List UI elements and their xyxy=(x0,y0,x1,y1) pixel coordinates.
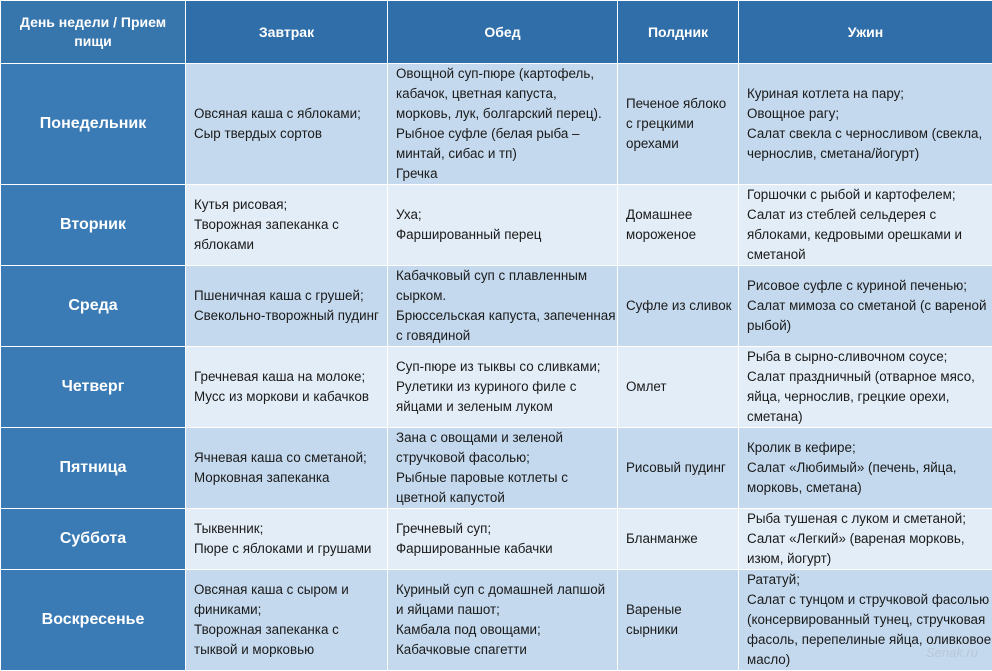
day-cell: Воскресенье xyxy=(1,570,186,671)
breakfast-line: Овсяная каша с яблоками; xyxy=(194,104,381,124)
snack-line: Омлет xyxy=(626,377,732,397)
dinner-line: Горшочки с рыбой и картофелем; xyxy=(747,185,986,205)
header-snack: Полдник xyxy=(618,1,739,64)
snack-line: Печеное яблоко xyxy=(626,94,732,114)
dinner-cell xyxy=(739,428,992,509)
lunch-line: минтай, сибас и тп) xyxy=(396,144,611,164)
breakfast-cell xyxy=(186,64,388,185)
lunch-line: Куриный суп с домашней лапшой xyxy=(396,580,611,600)
lunch-cell xyxy=(388,266,618,347)
breakfast-line: Пюре с яблоками и грушами xyxy=(194,539,381,559)
snack-line: Рисовый пудинг xyxy=(626,458,732,478)
dinner-line: Салат праздничный (отварное мясо, xyxy=(747,367,986,387)
lunch-line: яйцами и зеленым луком xyxy=(396,397,611,417)
lunch-line: Рулетики из куриного филе с xyxy=(396,377,611,397)
dinner-line: Салат из стеблей сельдерея с xyxy=(747,205,986,225)
table-row xyxy=(1,347,992,428)
dinner-line: сметана) xyxy=(747,407,986,427)
dinner-line: чернослив, сметана/йогурт) xyxy=(747,144,986,164)
table-row xyxy=(1,509,992,570)
dinner-line: Салат «Любимый» (печень, яйца, xyxy=(747,458,986,478)
dinner-line: морковь, сметана) xyxy=(747,478,986,498)
dinner-line: Салат с тунцом и стручковой фасолью xyxy=(747,590,986,610)
breakfast-line: тыквой и морковью xyxy=(194,640,381,660)
header-lunch: Обед xyxy=(388,1,618,64)
dinner-line: Кролик в кефире; xyxy=(747,438,986,458)
lunch-line: Рыбные паровые котлеты с xyxy=(396,468,611,488)
day-cell: Суббота xyxy=(1,509,186,570)
dinner-cell xyxy=(739,185,992,266)
dinner-line: Рыба тушеная с луком и сметаной; xyxy=(747,509,986,529)
breakfast-cell xyxy=(186,570,388,671)
dinner-line: масло) xyxy=(747,650,986,670)
dinner-line: (консервированный тунец, стручковая xyxy=(747,610,986,630)
breakfast-line: Свекольно-творожный пудинг xyxy=(194,306,381,326)
dinner-line: яйца, чернослив, грецкие орехи, xyxy=(747,387,986,407)
lunch-cell xyxy=(388,428,618,509)
day-cell: Среда xyxy=(1,266,186,347)
dinner-line: Рисовое суфле с куриной печенью; xyxy=(747,276,986,296)
snack-cell xyxy=(618,509,739,570)
lunch-line: Брюссельская капуста, запеченная xyxy=(396,306,611,326)
lunch-line: и яйцами пашот; xyxy=(396,600,611,620)
snack-line: Домашнее xyxy=(626,205,732,225)
header-row xyxy=(1,1,992,64)
lunch-line: Кабачковый суп с плавленным xyxy=(396,266,611,286)
header-dinner: Ужин xyxy=(739,1,992,64)
breakfast-line: Кутья рисовая; xyxy=(194,195,381,215)
dinner-cell xyxy=(739,266,992,347)
snack-cell xyxy=(618,185,739,266)
table-body xyxy=(1,64,992,671)
table-row xyxy=(1,428,992,509)
snack-cell xyxy=(618,570,739,671)
lunch-line: Гречка xyxy=(396,164,611,184)
lunch-line: Рыбное суфле (белая рыба – xyxy=(396,124,611,144)
lunch-line: кабачок, цветная капуста, xyxy=(396,84,611,104)
breakfast-line: Пшеничная каша с грушей; xyxy=(194,286,381,306)
breakfast-cell xyxy=(186,266,388,347)
dinner-line: Куриная котлета на пару; xyxy=(747,84,986,104)
snack-line: мороженое xyxy=(626,225,732,245)
breakfast-line: Мусс из моркови и кабачков xyxy=(194,387,381,407)
lunch-cell xyxy=(388,185,618,266)
lunch-line: Зана с овощами и зеленой xyxy=(396,428,611,448)
lunch-line: Суп-пюре из тыквы со сливками; xyxy=(396,357,611,377)
breakfast-line: Морковная запеканка xyxy=(194,468,381,488)
day-cell: Вторник xyxy=(1,185,186,266)
snack-cell xyxy=(618,347,739,428)
lunch-cell xyxy=(388,347,618,428)
breakfast-cell xyxy=(186,347,388,428)
dinner-line: фасоль, перепелиные яйца, оливковое xyxy=(747,630,986,650)
breakfast-line: Творожная запеканка с xyxy=(194,215,381,235)
breakfast-line: Тыквенник; xyxy=(194,519,381,539)
dinner-line: рыбой) xyxy=(747,316,986,336)
dinner-cell xyxy=(739,509,992,570)
breakfast-line: Гречневая каша на молоке; xyxy=(194,367,381,387)
breakfast-cell xyxy=(186,428,388,509)
snack-line: Вареные xyxy=(626,600,732,620)
table-row xyxy=(1,185,992,266)
header-breakfast: Завтрак xyxy=(186,1,388,64)
dinner-line: Салат свекла с черносливом (свекла, xyxy=(747,124,986,144)
dinner-cell xyxy=(739,64,992,185)
lunch-line: стручковой фасолью; xyxy=(396,448,611,468)
snack-cell xyxy=(618,428,739,509)
breakfast-line: яблоками xyxy=(194,235,381,255)
snack-line: с грецкими xyxy=(626,114,732,134)
breakfast-cell xyxy=(186,509,388,570)
lunch-line: Фаршированный перец xyxy=(396,225,611,245)
lunch-line: Фаршированные кабачки xyxy=(396,539,611,559)
breakfast-line: Овсяная каша с сыром и xyxy=(194,580,381,600)
dinner-line: изюм, йогурт) xyxy=(747,549,986,569)
lunch-cell xyxy=(388,509,618,570)
snack-cell xyxy=(618,64,739,185)
table-row xyxy=(1,570,992,671)
dinner-line: Салат мимоза со сметаной (с вареной xyxy=(747,296,986,316)
lunch-line: Кабачковые спагетти xyxy=(396,640,611,660)
breakfast-line: Сыр твердых сортов xyxy=(194,124,381,144)
header-day-meal: День недели / Прием пищи xyxy=(1,1,186,64)
lunch-line: морковь, лук, болгарский перец). xyxy=(396,104,611,124)
lunch-line: цветной капустой xyxy=(396,488,611,508)
day-cell: Четверг xyxy=(1,347,186,428)
lunch-line: Камбала под овощами; xyxy=(396,620,611,640)
lunch-cell xyxy=(388,64,618,185)
dinner-line: яблоками, кедровыми орешками и xyxy=(747,225,986,245)
day-cell: Понедельник xyxy=(1,64,186,185)
breakfast-cell xyxy=(186,185,388,266)
breakfast-line: Ячневая каша со сметаной; xyxy=(194,448,381,468)
breakfast-line: Творожная запеканка с xyxy=(194,620,381,640)
lunch-line: сырком. xyxy=(396,286,611,306)
lunch-line: с говядиной xyxy=(396,326,611,346)
snack-line: орехами xyxy=(626,134,732,154)
lunch-cell xyxy=(388,570,618,671)
table-row xyxy=(1,266,992,347)
watermark-text: Senak.ru xyxy=(926,645,978,660)
dinner-line: Рыба в сырно-сливочном соусе; xyxy=(747,347,986,367)
dinner-line: Рататуй; xyxy=(747,570,986,590)
lunch-line: Гречневый суп; xyxy=(396,519,611,539)
dinner-line: сметаной xyxy=(747,245,986,265)
snack-cell xyxy=(618,266,739,347)
lunch-line: Уха; xyxy=(396,205,611,225)
snack-line: сырники xyxy=(626,620,732,640)
lunch-line: Овощной суп-пюре (картофель, xyxy=(396,64,611,84)
dinner-line: Салат «Легкий» (вареная морковь, xyxy=(747,529,986,549)
table-row xyxy=(1,64,992,185)
day-cell: Пятница xyxy=(1,428,186,509)
snack-line: Бланманже xyxy=(626,529,732,549)
snack-line: Суфле из сливок xyxy=(626,296,732,316)
breakfast-line: финиками; xyxy=(194,600,381,620)
dinner-cell xyxy=(739,347,992,428)
dinner-line: Овощное рагу; xyxy=(747,104,986,124)
